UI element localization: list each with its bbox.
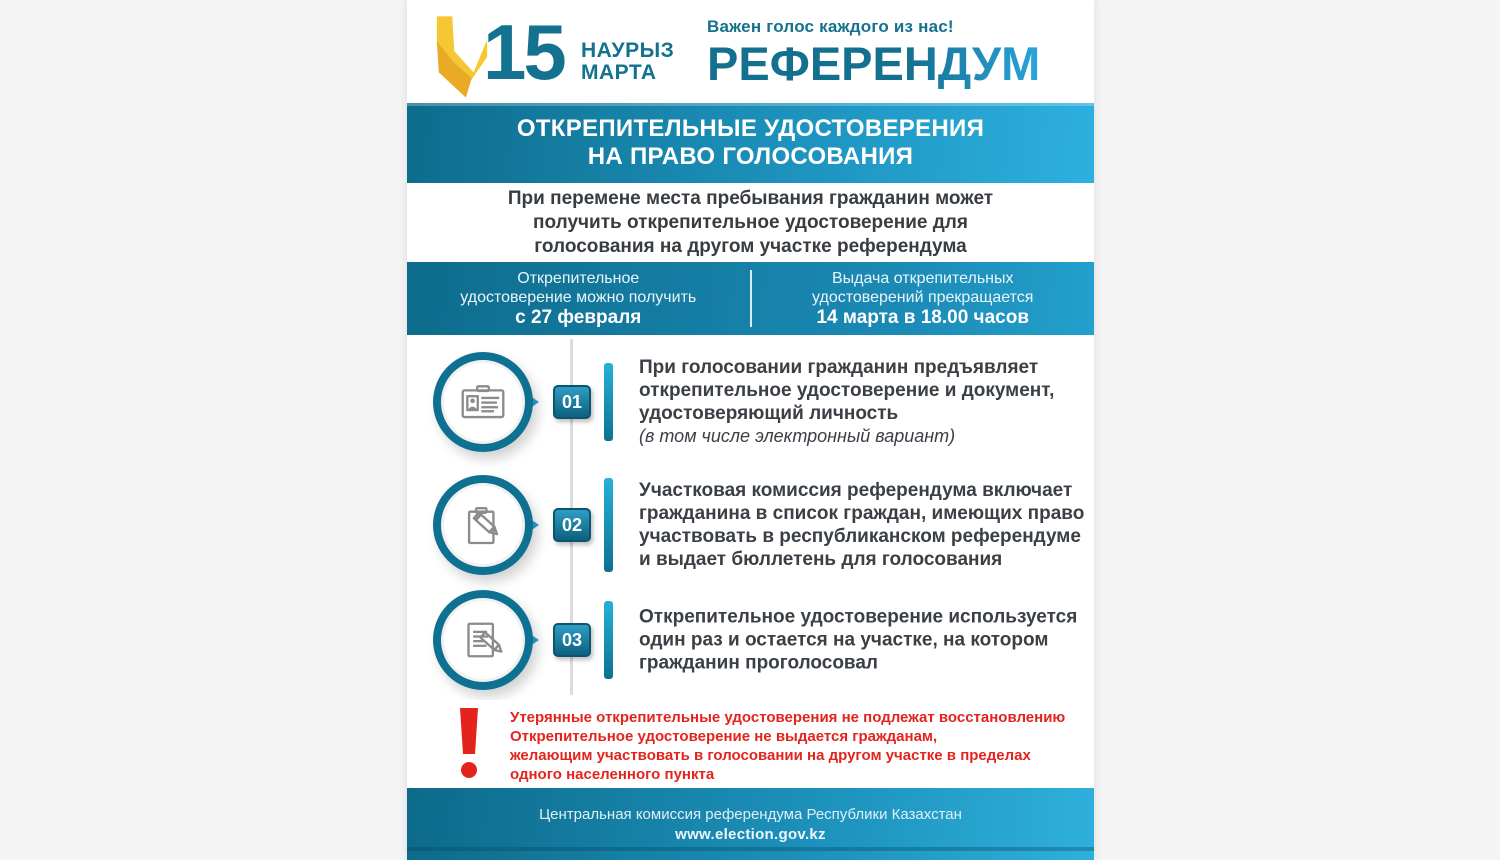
step-accent-bar	[604, 478, 613, 572]
warning-section	[407, 700, 1094, 788]
warning-line3: желающим участвовать в голосовании на другом участке в пределах одного населенного пункта	[510, 747, 1031, 783]
step2-text	[639, 479, 1087, 571]
footer-organization: Центральная комиссия референдума Республики Казахстан	[539, 805, 962, 823]
header-tagline: Важен голос каждого из нас!	[707, 17, 954, 36]
medallion-ring	[433, 352, 533, 452]
info-cell-start-date	[407, 262, 750, 335]
dates-info-band	[407, 262, 1094, 335]
step1-note: (в том числе электронный вариант)	[639, 426, 956, 446]
step-number-badge: 02	[553, 508, 591, 542]
info-right-line1: Выдача открепительных	[831, 269, 1014, 287]
document-pencil-icon	[454, 611, 512, 669]
banner-line2: НА ПРАВО ГОЛОСОВАНИЯ	[587, 143, 914, 170]
intro-text: При перемене места пребывания гражданин может получить открепительное удостоверение для голосования на другом участке референдума	[507, 187, 994, 257]
banner-line1: ОТКРЕПИТЕЛЬНЫЕ УДОСТОВЕРЕНИЯ	[516, 115, 985, 142]
step1-medallion	[433, 352, 533, 452]
step-accent-bar	[604, 601, 613, 679]
id-card-icon	[454, 373, 512, 431]
step3-description: Открепительное удостоверение используется один раз и остается на участке, на котором гражданин проголосовал	[639, 606, 1078, 674]
step2-medallion	[433, 475, 533, 575]
intro-section	[407, 183, 1094, 262]
section-title-banner	[407, 103, 1094, 183]
step3-text	[639, 606, 1087, 675]
warning-line1: Утерянные открепительные удостоверения не подлежат восстановлению	[510, 709, 1066, 726]
poster-header	[407, 0, 1094, 103]
steps-section	[407, 335, 1094, 700]
step-item-1	[407, 347, 1094, 457]
logo-month-line2: МАРТА	[581, 61, 657, 84]
info-left-line2: удостоверение можно получить	[460, 288, 697, 306]
logo-day-number: 15	[483, 8, 564, 96]
poster-footer	[407, 788, 1094, 860]
step3-medallion	[433, 590, 533, 690]
warning-line2: Открепительное удостоверение не выдается гражданам,	[510, 728, 938, 745]
page-title: РЕФЕРЕНДУМ	[707, 37, 1041, 90]
footer-website: www.election.gov.kz	[675, 825, 826, 843]
warning-text	[510, 708, 1075, 784]
info-cell-end-date	[752, 262, 1095, 335]
info-left-highlight: с 27 февраля	[515, 306, 642, 328]
step1-description: При голосовании гражданин предъявляет открепительное удостоверение и документ, удостоверяющий личность	[639, 357, 1055, 424]
exclamation-icon	[455, 706, 483, 782]
step2-description: Участковая комиссия референдума включает гражданина в список граждан, имеющих право участвовать в республиканском референдуме и выдает бюллетень для голосования	[639, 480, 1085, 570]
logo-month-label	[581, 40, 674, 84]
medallion-ring	[433, 590, 533, 690]
header-title-block	[707, 17, 1040, 89]
step-item-3	[407, 585, 1094, 695]
step-accent-bar	[604, 363, 613, 441]
step-number-badge: 03	[553, 623, 591, 657]
step1-text	[639, 356, 1087, 448]
info-right-line2: удостоверений прекращается	[812, 288, 1034, 306]
clipboard-pencil-icon	[454, 496, 512, 554]
step-item-2	[407, 465, 1094, 585]
info-left-line1: Открепительное	[517, 269, 640, 287]
info-right-highlight: 14 марта в 18.00 часов	[816, 306, 1030, 328]
step-number-badge: 01	[553, 385, 591, 419]
medallion-ring	[433, 475, 533, 575]
logo-month-line1: НАУРЫЗ	[581, 39, 675, 62]
referendum-poster	[407, 0, 1094, 860]
